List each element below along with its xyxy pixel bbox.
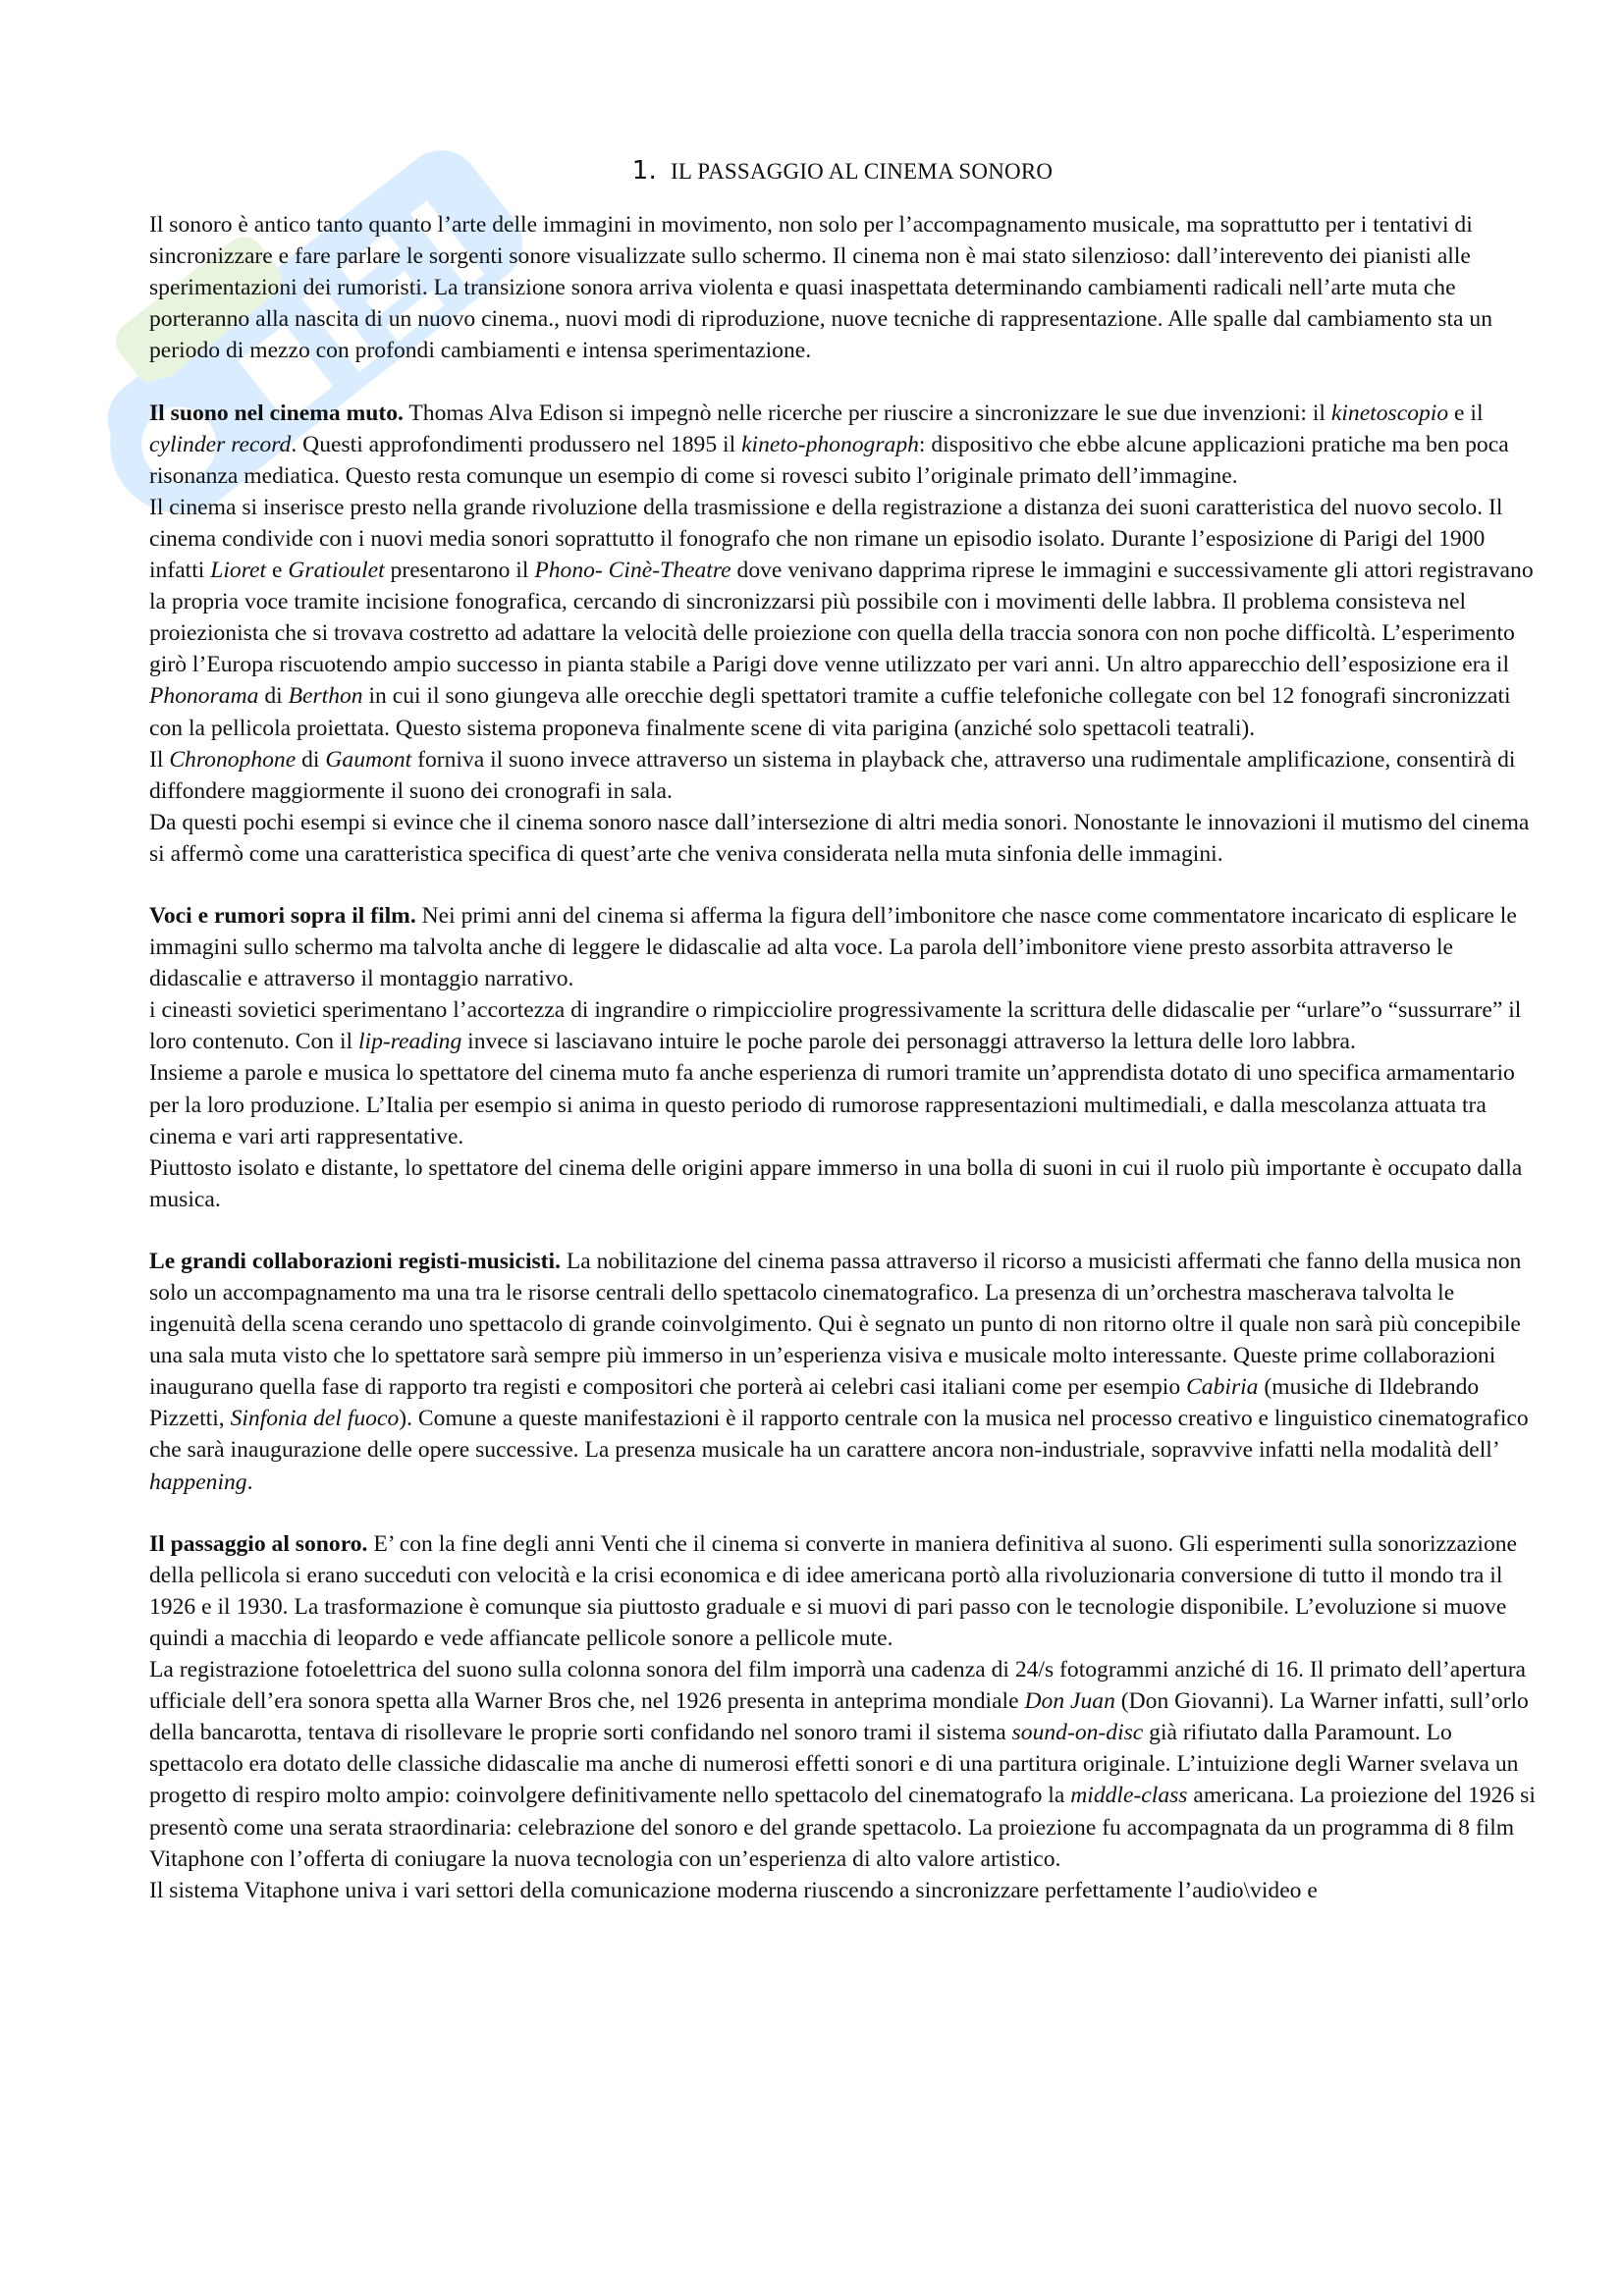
section-heading: Il passaggio al sonoro. <box>149 1530 368 1557</box>
paragraph: Il passaggio al sonoro. E’ con la fine degli anni Venti che il cinema si converte in maniera definitiva al suono. Gli esperimenti sulla sonorizzazione della pellicola si erano succeduti con velocità e la crisi economica e di idee americana portò alla rivoluzionaria conversione di tutto il mondo tra il 1926 e il 1930. La trasformazione è comunque sia piuttosto graduale e si muovi di pari passo con le tecnologie disponibile. L’evoluzione si muove quindi a macchia di leopardo e vede affiancate pellicole sonore a pellicole mute. <box>149 1530 1518 1651</box>
paragraph: Il Chronophone di Gaumont forniva il suono invece attraverso un sistema in playback che, attraverso una rudimentale amplificazione, consentirà di diffondere maggiormente il suono dei cronografi in sala. <box>149 746 1516 804</box>
paragraph: Voci e rumori sopra il film. Nei primi anni del cinema si afferma la figura dell’imbonitore che nasce come commentatore incaricato di esplicare le immagini sullo schermo ma talvolta anche di leggere le didascalie ad alta voce. La parola dell’imbonitore viene presto assorbita attraverso le didascalie e attraverso il montaggio narrativo. <box>149 902 1517 992</box>
document-body <box>149 155 1536 1906</box>
paragraph: Il cinema si inserisce presto nella grande rivoluzione della trasmissione e della registrazione a distanza dei suoni caratteristica del nuovo secolo. Il cinema condivide con i nuovi media sonori soprattutto il fonografo che non rimane un episodio isolato. Durante l’esposizione di Parigi del 1900 infatti Lioret e Gratioulet presentarono il Phono- Cinè-Theatre dove venivano dapprima riprese le immagini e successivamente gli attori registravano la propria voce tramite incisione fonografica, cercando di sincronizzarsi più possibile con i movimenti delle labbra. Il problema consisteva nel proiezionista che si trovava costretto ad adattare la velocità delle proiezione con quella della traccia sonora con non poche difficoltà. L’esperimento girò l’Europa riscuotendo ampio successo in pianta stabile a Parigi dove venne utilizzato per vari anni. Un altro apparecchio dell’esposizione era il Phonorama di Berthon in cui il sono giungeva alle orecchie degli spettatori tramite a cuffie telefoniche collegate con bel 12 fonografi sincronizzati con la pellicola proiettata. Questo sistema proponeva finalmente scene di vita parigina (anziché solo spettacoli teatrali). <box>149 494 1534 741</box>
section-collaborazioni <box>149 1246 1536 1498</box>
section-heading: Voci e rumori sopra il film. <box>149 902 416 929</box>
paragraph: Da questi pochi esempi si evince che il cinema sonoro nasce dall’intersezione di altri media sonori. Nonostante le innovazioni il mutismo del cinema si affermò come una caratteristica specifica di quest’arte che veniva considerata nella muta sinfonia delle immagini. <box>149 809 1530 867</box>
paragraph: Le grandi collaborazioni registi-musicisti. La nobilitazione del cinema passa attraverso il ricorso a musicisti affermati che fanno della musica non solo un accompagnamento ma una tra le risorse centrali dello spettacolo cinematografico. La presenza di un’orchestra mascherava talvolta le ingenuità della scena cerando uno spettacolo di grande coinvolgimento. Qui è segnato un punto di non ritorno oltre il quale non sarà più concepibile una sala muta visto che lo spettatore sarà sempre più immerso in un’esperienza visiva e musicale molto interessante. Queste prime collaborazioni inaugurano quella fase di rapporto tra registi e compositori che porterà ai celebri casi italiani come per esempio Cabiria (musiche di Ildebrando Pizzetti, Sinfonia del fuoco). Comune a queste manifestazioni è il rapporto centrale con la musica nel processo creativo e linguistico cinematografico che sarà inaugurazione delle opere successive. La presenza musicale ha un carattere ancora non-industriale, sopravvive infatti nella modalità dell’ happening. <box>149 1248 1529 1495</box>
section-voci-rumori <box>149 900 1536 1215</box>
title-number: 1. <box>631 156 658 186</box>
section-heading: Il suono nel cinema muto. <box>149 400 404 426</box>
paragraph: Il suono nel cinema muto. Thomas Alva Edison si impegnò nelle ricerche per riuscire a sincronizzare le sue due invenzioni: il kinetoscopio e il cylinder record. Questi approfondimenti produssero nel 1895 il kineto-phonograph: dispositivo che ebbe alcune applicazioni pratiche ma ben poca risonanza mediatica. Questo resta comunque un esempio di come si rovesci subito l’originale primato dell’immagine. <box>149 400 1509 489</box>
section-suono-muto <box>149 398 1536 870</box>
paragraph: Piuttosto isolato e distante, lo spettatore del cinema delle origini appare immerso in una bolla di suoni in cui il ruolo più importante è occupato dalla musica. <box>149 1154 1523 1212</box>
paragraph: Insieme a parole e musica lo spettatore del cinema muto fa anche esperienza di rumori tramite un’apprendista dotato di uno specifica armamentario per la loro produzione. L’Italia per esempio si anima in questo periodo di rumorose rappresentazioni multimediali, e dalla mescolanza attuata tra cinema e vari arti rappresentative. <box>149 1060 1515 1149</box>
title-text: IL PASSAGGIO AL CINEMA SONORO <box>671 159 1054 184</box>
paragraph: i cineasti sovietici sperimentano l’accortezza di ingrandire o rimpicciolire progressivamente la scrittura delle didascalie per “urlare”o “sussurrare” il loro contenuto. Con il lip-reading invece si lasciavano intuire le poche parole dei personaggi attraverso la lettura delle loro labbra. <box>149 997 1522 1055</box>
section-heading: Le grandi collaborazioni registi-musicisti. <box>149 1248 561 1274</box>
page-title <box>149 155 1536 187</box>
paragraph: Il sistema Vitaphone univa i vari settori della comunicazione moderna riuscendo a sincronizzare perfettamente l’audio\video e <box>149 1877 1318 1903</box>
intro-paragraph: Il sonoro è antico tanto quanto l’arte delle immagini in movimento, non solo per l’accompagnamento musicale, ma soprattutto per i tentativi di sincronizzare e fare parlare le sorgenti sonore visualizzate sullo schermo. Il cinema non è mai stato silenzioso: dall’interevento dei pianisti alle sperimentazioni dei rumoristi. La transizione sonora arriva violenta e quasi inaspettata determinando cambiamenti radicali nell’arte muta che porteranno alla nascita di un nuovo cinema., nuovi modi di riproduzione, nuove tecniche di rappresentazione. Alle spalle dal cambiamento sta un periodo di mezzo con profondi cambiamenti e intensa sperimentazione. <box>149 212 1493 364</box>
section-passaggio-sonoro <box>149 1528 1536 1906</box>
paragraph: La registrazione fotoelettrica del suono sulla colonna sonora del film imporrà una cadenza di 24/s fotogrammi anziché di 16. Il primato dell’apertura ufficiale dell’era sonora spetta alla Warner Bros che, nel 1926 presenta in anteprima mondiale Don Juan (Don Giovanni). La Warner infatti, sull’orlo della bancarotta, tentava di risollevare le proprie sorti confidando nel sonoro trami il sistema sound-on-disc già rifiutato dalla Paramount. Lo spettacolo era dotato delle classiche didascalie ma anche di numerosi effetti sonori e di una partitura originale. L’intuizione degli Warner svelava un progetto di respiro molto ampio: coinvolgere definitivamente nello spettacolo del cinematografo la middle-class americana. La proiezione del 1926 si presentò come una serata straordinaria: celebrazione del sonoro e del grande spettacolo. La proiezione fu accompagnata da un programma di 8 film Vitaphone con l’offerta di coniugare la nuova tecnologia con un’esperienza di alto valore artistico. <box>149 1657 1536 1872</box>
